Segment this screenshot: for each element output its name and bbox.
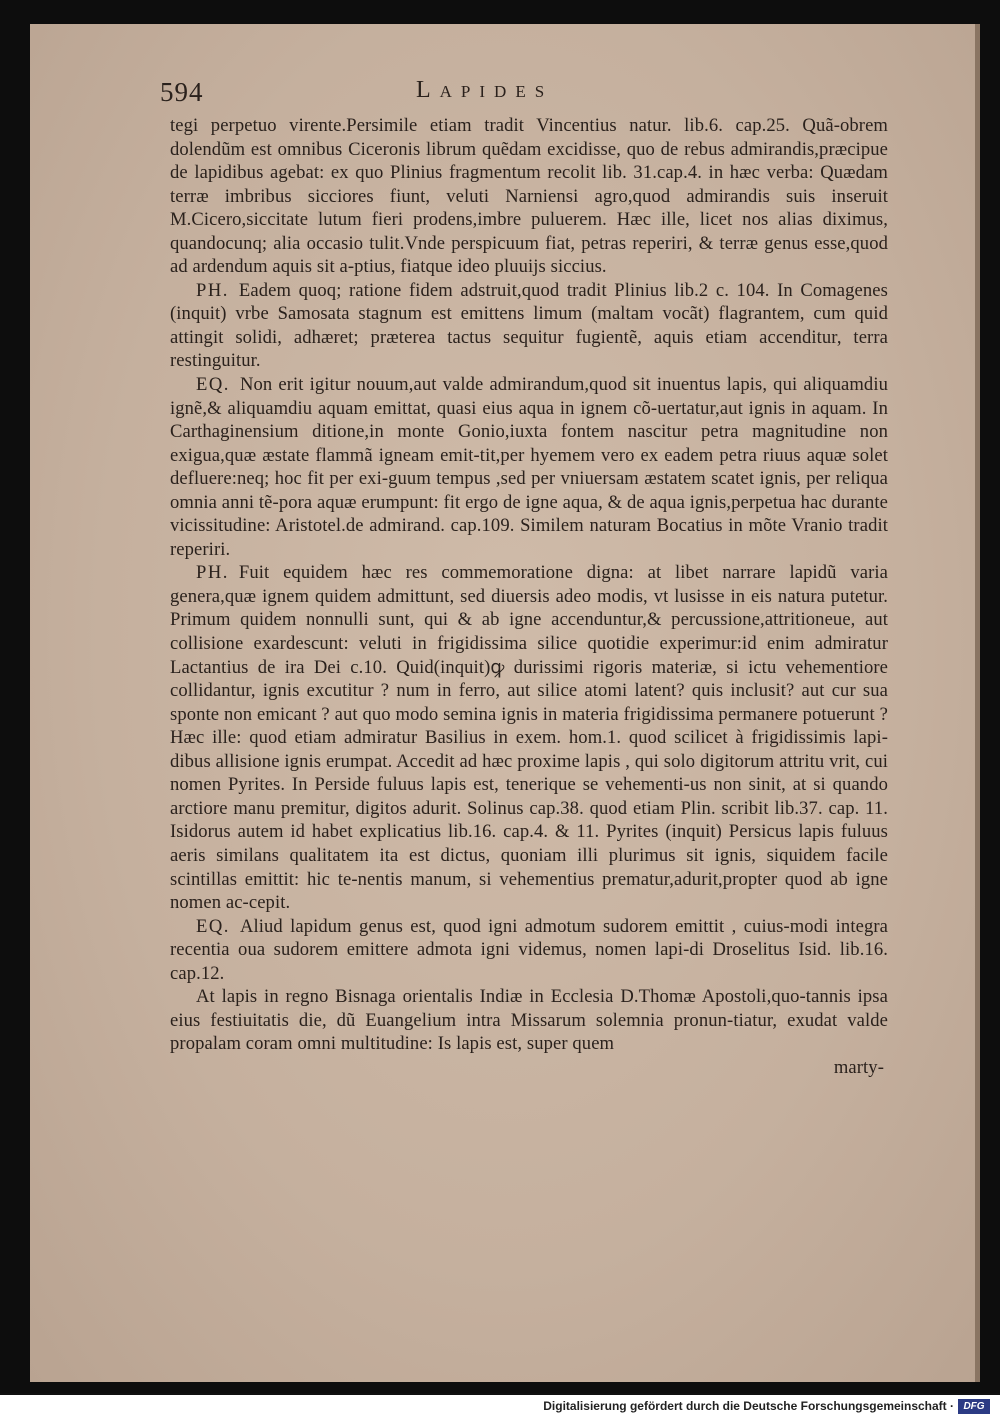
paragraph-text: At lapis in regno Bisnaga orientalis Indiæ in Ecclesia D.Thomæ Apostoli,quo-tannis ipsa eius festiuitatis die, dũ Euangelium intra Missarum solemnia pronun-tiatur, exudat valde propalam coram omni multitudine: Is lapis est, super quem <box>170 986 888 1055</box>
paragraph <box>170 373 888 561</box>
running-head: Lapides <box>416 77 554 103</box>
dfg-logo: DFG <box>958 1399 990 1414</box>
paragraph-text: Aliud lapidum genus est, quod igni admotum sudorem emittit , cuius-modi integra recentia oua sudorem emittere admota igni videmus, nomen lapi-di Droselitus Isid. lib.16. cap.12. <box>170 915 888 984</box>
speaker-label: EQ. <box>196 915 230 937</box>
page-edge <box>975 24 980 1382</box>
catchword: marty- <box>833 1056 884 1078</box>
speaker-label: EQ. <box>196 374 230 396</box>
paragraph <box>170 985 888 1056</box>
paragraph-text: Eadem quoq; ratione fidem adstruit,quod tradit Plinius lib.2 c. 104. In Comagenes (inquit) vrbe Samosata stagnum est emittens limum (maltam vocãt) flagrantem, cum quid attingit solidi, adhæret; præterea tactus sequitur fugientẽ, aquis etiam accenditur, terra restinguitur. <box>170 279 888 372</box>
page-number: 594 <box>160 77 204 107</box>
speaker-label: PH. <box>196 562 229 584</box>
paragraph-text: tegi perpetuo virente.Persimile etiam tradit Vincentius natur. lib.6. cap.25. Quã-obrem dolendũm est omnibus Ciceronis librum quẽdam excidisse, quo de rebus admirandis,præcipue de lapidibus agebat: ex quo Plinius fragmentum recolit lib. 31.cap.4. in hæc verba: Quædam terræ imbribus sicciores fiunt, veluti Narniensi agro,quod admirandis suis inseruit M.Cicero,siccitate lutum fieri prodens,imbre puluerem. Hæc ille, licet nos alias diximus, quandocunq; alia occasio tulit.Vnde perspicuum fiat, petras reperiri, & terræ genus esse,quod ad ardendum aquis sit a-ptius, fiatque ideo pluuijs siccius. <box>170 115 888 278</box>
speaker-label: PH. <box>196 279 229 301</box>
footer-bar <box>0 1395 1000 1419</box>
body-text <box>170 114 888 1079</box>
paragraph-text: Non erit igitur nouum,aut valde admirandum,quod sit inuentus lapis, qui aliquamdiu ignẽ,& aliquamdiu aquam emittat, quasi eius aqua in ignem cõ-uertatur,aut ignis in aquam. In Carthaginensium ditione,in monte Gonio,iuxta fontem nascitur petra magnitudine non exigua,quæ æstate flammã igneam emit-tit,per hyemem vero ex eadem petra riuus aquæ solet defluere:neq; hoc fit per exi-guum tempus ,sed per vniuersam æstatem scatet ignis, per reliqua omnia anni tẽ-pora aquæ erumpunt: fit ergo de igne aqua, & de aqua ignis,perpetua hac durante vicissitudine: Aristotel.de admirand. cap.109. Similem naturam Bocatius in mõte Vranio tradit reperiri. <box>170 374 888 560</box>
paragraph <box>170 915 888 986</box>
paragraph <box>170 279 888 373</box>
paragraph <box>170 114 888 279</box>
paragraph-text: Fuit equidem hæc res commemoratione digna: at libet narrare lapidũ varia genera,quæ ignem quidem admittunt, sed diuersis adeo modis, vt lusisse in eis natura putetur. Primum quidem nonnulli sunt, qui & ab igne accenduntur,& percussione,attritioneue, aut collisione exardescunt: veluti in frigidissima silice quotidie experimur:id enim admiratur Lactantius de ira Dei c.10. Quid(inquit)ꝙ durissimi rigoris materiæ, si ictu vehementiore collidantur, ignis excutitur ? num in ferro, aut silice atomi latent? quis inclusit? aut cur sua sponte non emicant ? aut quo modo semina ignis in materia frigidissima permanere potuerunt ? Hæc ille: quod etiam admiratur Basilius in exem. hom.1. quod scilicet à frigidissimis lapi-dibus allisione ignis erumpat. Accedit ad hæc proxime lapis , qui solo digitorum attritu vrit, cui nomen Pyrites. In Perside fuluus lapis est, tenerique se vehementi-us non sinit, at si quando arctiore manu premitur, digitos adurit. Solinus cap.38. quod etiam Plin. scribit lib.37. cap. 11. Isidorus autem id habet explicatius lib.16. cap.4. & 11. Pyrites (inquit) Persicus lapis fuluus aeris similans qualitatem ita est dictus, quoniam illi plurimus sit ignis, siquidem facile scintillas emittit: hic te-nentis manum, si vehementius prematur,adurit,propter quod ab igne nomen ac-cepit. <box>170 562 888 914</box>
footer-credit: Digitalisierung gefördert durch die Deutsche Forschungsgemeinschaft · <box>543 1399 954 1413</box>
page-header <box>160 77 880 111</box>
paragraph <box>170 561 888 914</box>
